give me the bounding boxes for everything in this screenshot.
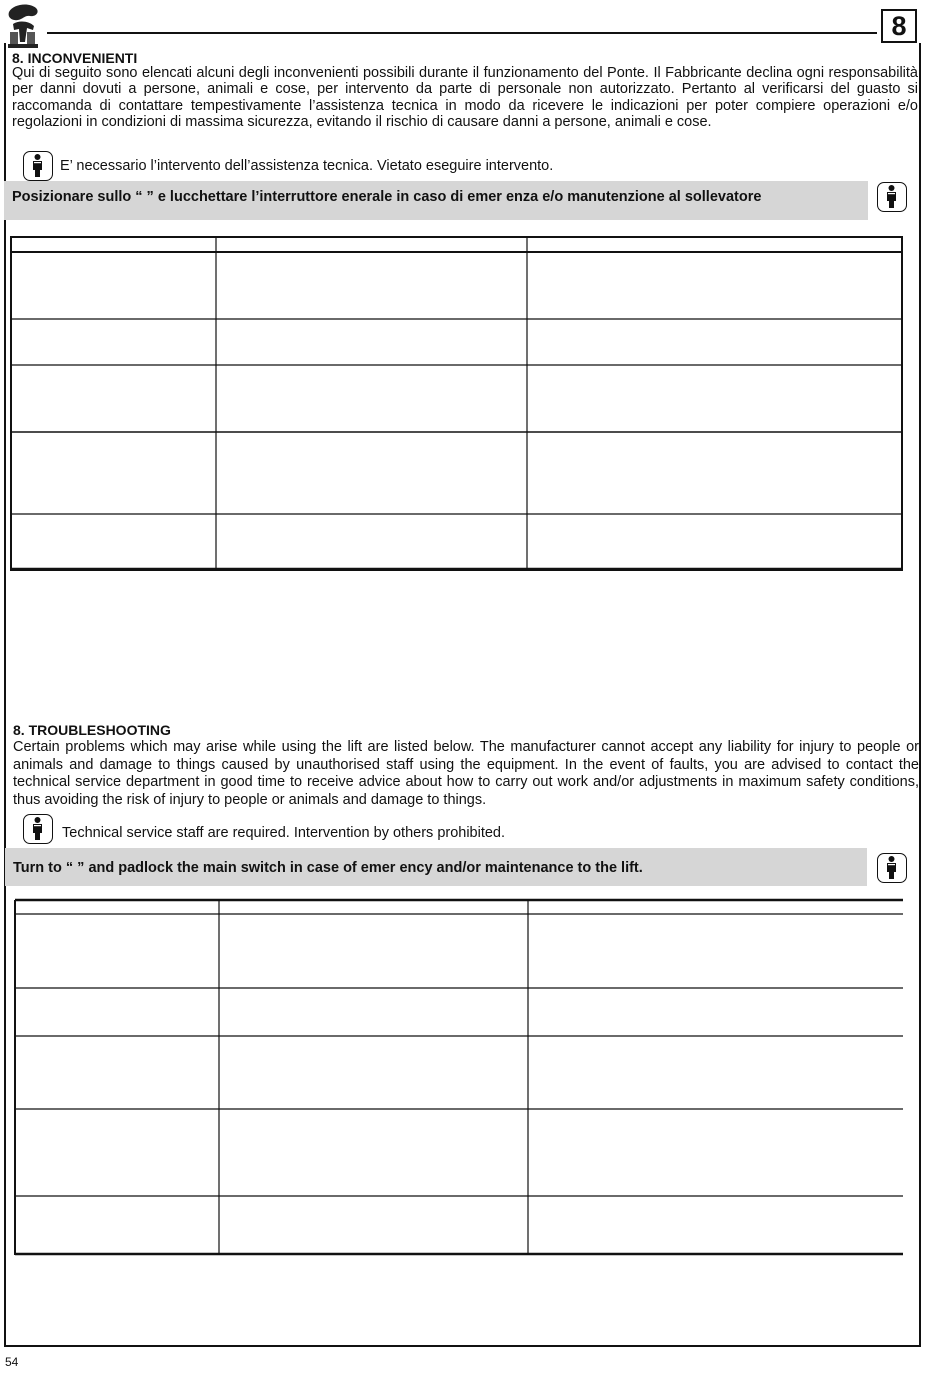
service-note-en: Technical service staff are required. Intervention by others prohibited.	[62, 825, 506, 841]
warning-bar-en: Turn to “ ” and padlock the main switch in case of emer ency and/or maintenance to the lift.	[5, 848, 867, 886]
intro-paragraph-it: Qui di seguito sono elencati alcuni degli inconvenienti possibili durante il funzionamento del Ponte. Il Fabbricante declina ogni responsabilità per danni dovuti a persone, animali e cose, per intervento da parte di personale non autorizzato. Pertanto al verificarsi del guasto si raccomanda di contattare tempestivamente l’assistenza tecnica in modo da ricevere le indicazioni per poter compiere operazioni e/o regolazioni in condizioni di massima sicurezza, evitando il rischio di causare danni a persone, animali e cose.	[12, 65, 918, 130]
chapter-number: 8	[881, 9, 917, 43]
service-note-it: E’ necessario l’intervento dell’assistenza tecnica. Vietato eseguire intervento.	[60, 158, 554, 174]
intro-paragraph-en: Certain problems which may arise while using the lift are listed below. The manufacturer cannot accept any liability for injury to people or animals and damage to things caused by unauthorised staff using the equipment. In the event of faults, you are advised to contact the technical service department in good time to receive advice about how to carry out work and/or adjustments in maximum safety conditions, thus avoiding the risk of injury to people or animals and damage to things.	[13, 739, 919, 808]
page-number: 54	[5, 1355, 19, 1369]
section-title-it: 8. INCONVENIENTI	[12, 50, 138, 66]
section-title-en: 8. TROUBLESHOOTING	[13, 722, 171, 738]
warning-bar-it: Posizionare sullo “ ” e lucchettare l’interruttore enerale in caso di emer enza e/o manutenzione al sollevatore	[4, 181, 868, 220]
